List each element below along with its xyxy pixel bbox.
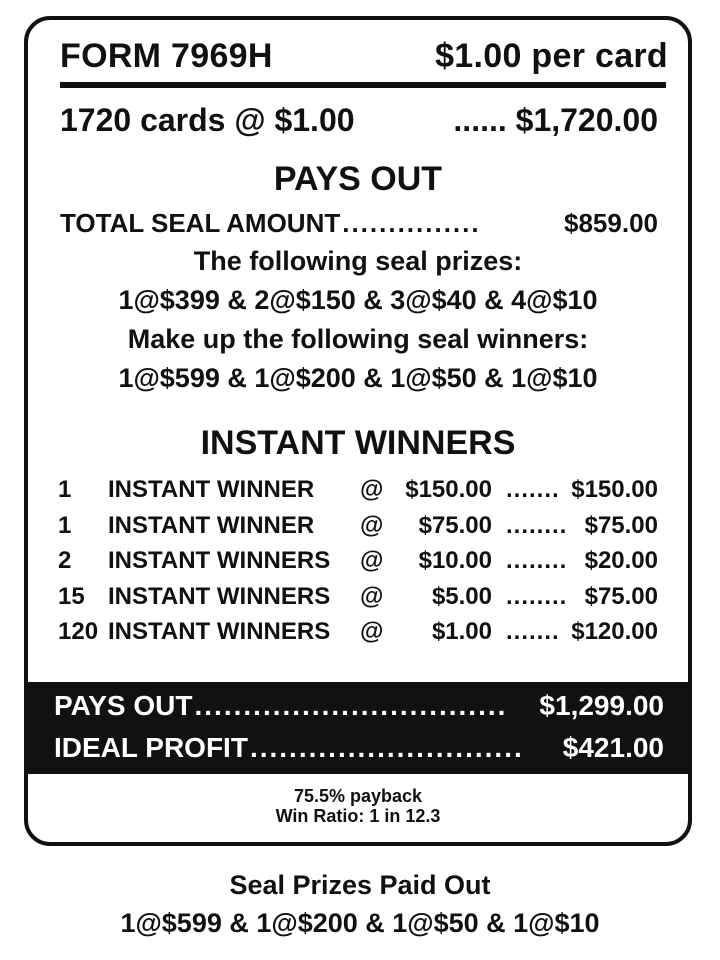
row-prize: $5.00 — [431, 582, 492, 610]
pull-tab-flare-card — [24, 16, 692, 846]
row-at-sign: @ — [360, 476, 384, 503]
total-seal-label: TOTAL SEAL AMOUNT — [60, 207, 341, 238]
row-at-sign: @ — [360, 582, 384, 610]
price-per-card: $1.00 per card — [435, 36, 668, 75]
row-label: INSTANT WINNERS — [108, 582, 331, 610]
row-total: $75.00 — [584, 511, 658, 539]
row-total: $75.00 — [584, 582, 658, 610]
row-label: INSTANT WINNER — [108, 511, 315, 539]
row-label: INSTANT WINNER — [108, 476, 315, 503]
row-quantity: 2 — [58, 547, 72, 574]
ideal-profit-line — [54, 728, 664, 768]
row-prize: $1.00 — [431, 618, 492, 645]
seal-prizes-paid-out-list: 1@$599 & 1@$200 & 1@$50 & 1@$10 — [120, 908, 600, 938]
row-prize: $75.00 — [418, 511, 492, 539]
payback-percentage: 75.5% payback — [293, 786, 423, 806]
ideal-profit-dots: ............................ — [249, 732, 524, 763]
payback-stats — [28, 786, 688, 826]
seal-winners-list: 1@$599 & 1@$200 & 1@$50 & 1@$10 — [118, 363, 598, 393]
form-header — [60, 34, 668, 78]
row-dots: ........ — [506, 582, 568, 610]
row-total: $120.00 — [571, 618, 658, 645]
row-label: INSTANT WINNERS — [108, 547, 331, 574]
payout-summary-band — [28, 682, 688, 774]
row-at-sign: @ — [360, 547, 384, 574]
ideal-profit-label: IDEAL PROFIT — [54, 732, 248, 763]
cards-gross-line — [60, 102, 658, 146]
instant-winner-row — [58, 618, 658, 654]
row-dots: ....... — [506, 476, 560, 503]
row-total: $150.00 — [571, 476, 658, 503]
seal-prizes-list: 1@$399 & 2@$150 & 3@$40 & 4@$10 — [118, 285, 598, 315]
row-prize: $150.00 — [405, 476, 492, 503]
cards-dots: ...... — [453, 102, 507, 138]
row-dots: ........ — [506, 511, 568, 539]
row-dots: ....... — [506, 618, 560, 645]
pays-out-total-label: PAYS OUT — [54, 690, 193, 721]
win-ratio: Win Ratio: 1 in 12.3 — [275, 806, 441, 826]
row-dots: ........ — [506, 547, 568, 574]
instant-winner-row — [58, 547, 658, 583]
row-quantity: 120 — [58, 618, 99, 645]
row-label: INSTANT WINNERS — [108, 618, 331, 645]
row-quantity: 15 — [58, 582, 85, 610]
header-divider — [60, 82, 666, 88]
total-seal-dots: ............... — [342, 207, 481, 238]
pays-out-total-dots: ................................ — [194, 690, 508, 721]
cards-count-price: 1720 cards @ $1.00 — [60, 102, 355, 138]
instant-winners-heading: INSTANT WINNERS — [200, 424, 516, 462]
instant-winners-table — [58, 476, 658, 654]
instant-winner-row — [58, 476, 658, 512]
total-seal-value: $859.00 — [564, 207, 658, 238]
total-seal-amount-line — [60, 206, 658, 240]
row-prize: $10.00 — [418, 547, 492, 574]
row-at-sign: @ — [360, 618, 384, 645]
instant-winner-row — [58, 583, 658, 619]
ideal-profit-value: $421.00 — [562, 732, 664, 763]
cards-gross-value: $1,720.00 — [515, 102, 658, 138]
seal-prizes-heading: The following seal prizes: — [193, 246, 523, 276]
row-quantity: 1 — [58, 511, 72, 539]
seal-winners-heading: Make up the following seal winners: — [127, 324, 589, 354]
pays-out-total-value: $1,299.00 — [539, 690, 664, 721]
row-quantity: 1 — [58, 476, 72, 503]
seal-prizes-paid-out-heading: Seal Prizes Paid Out — [229, 870, 491, 900]
pays-out-total-line — [54, 686, 664, 726]
row-at-sign: @ — [360, 511, 384, 539]
pays-out-heading: PAYS OUT — [273, 160, 443, 198]
form-number: FORM 7969H — [60, 36, 273, 75]
instant-winner-row — [58, 512, 658, 548]
row-total: $20.00 — [584, 547, 658, 574]
